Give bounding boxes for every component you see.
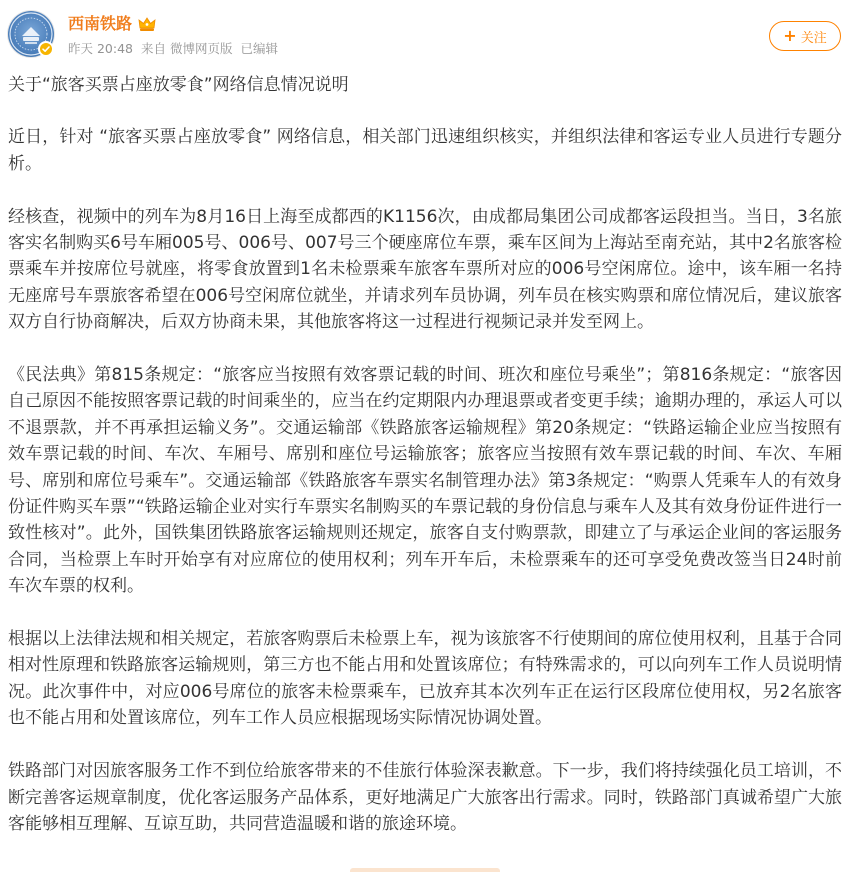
author-name[interactable]: 西南铁路 (68, 14, 133, 33)
member-crown-icon[interactable] (137, 15, 157, 33)
post-meta (68, 40, 282, 58)
plus-icon: + (783, 26, 797, 45)
paragraph-legal-basis: 《民法典》第815条规定：“旅客应当按照有效客票记载的时间、班次和座位号乘坐”；第816条规定：“旅客因自己原因不能按照客票记载的时间乘坐的，应当在约定期限内办理退票或者变更手续；逾期办理的，承运人可以不退票款，并不再承担运输义务”。交通运输部《铁路旅客运输规程》第20条规定：“铁路运输企业应当按照有效车票记载的时间、车次、车厢号、席别和座位号运输旅客；旅客应当按照有效车票记载的时间、车次、车厢号、席别和席位号乘车”。交通运输部《铁路旅客车票实名制管理办法》第3条规定：“购票人凭乘车人的有效身份证件购买车票”“铁路运输企业对实行车票实名制购买的车票记载的身份信息与乘车人及其有效身份证件进行一致性核对”。此外，国铁集团铁路旅客运输规则还规定，旅客自支付购票款，即建立了与承运企业间的客运服务合同，当检票上车时开始享有对应席位的使用权利；列车开车后，未检票乘车的还可享受免费改签当日24时前车次车票的权利。 (8, 365, 842, 597)
author-name-row (68, 13, 157, 35)
paragraph-verification: 经核查，视频中的列车为8月16日上海至成都西的K1156次，由成都局集团公司成都客运段担当。当日，3名旅客实名制购买6号车厢005号、006号、007号三个硬座席位车票，乘车区间为上海站至南充站，其中2名旅客检票乘车并按席位号就座，将零食放置到1名未检票乘车旅客车票所对应的006号空闲席位。途中，该车厢一名持无座席号车票旅客希望在006号空闲席位就坐，并请求列车员协调，列车员在核实购票和席位情况后，建议旅客双方自行协商解决，后双方协商未果，其他旅客将这一过程进行视频记录并发至网上。 (8, 206, 842, 333)
post-time[interactable]: 昨天 20:48 (68, 41, 133, 56)
paragraph-apology: 铁路部门对因旅客服务工作不到位给旅客带来的不佳旅行体验深表歉意。下一步，我们将持续强化员工培训，不断完善客运规章制度，优化客运服务产品体系，更好地满足广大旅客出行需求。同时，铁路部门真诚希望广大旅客能够相互理解、互谅互助，共同营造温暖和谐的旅途环境。 (8, 761, 842, 834)
follow-button[interactable] (769, 21, 841, 51)
bottom-indicator (350, 868, 500, 872)
follow-label: 关注 (800, 30, 827, 46)
paragraph-conclusion: 根据以上法律法规和相关规定，若旅客购票后未检票上车，视为该旅客不行使期间的席位使用权利，且基于合同相对性原理和铁路旅客运输规则，第三方也不能占用和处置该席位；有特殊需求的，可以向列车工作人员说明情况。此次事件中，对应006号席位的旅客未检票乘车，已放弃其本次列车正在运行区段席位使用权，另2名旅客也不能占用和处置该席位，列车工作人员应根据现场实际情况协调处置。 (8, 629, 842, 729)
paragraph-intro: 近日，针对 “旅客买票占座放零食” 网络信息，相关部门迅速组织核实，并组织法律和客运专业人员进行专题分析。 (8, 127, 842, 174)
post-source: 来自 微博网页版 (140, 41, 233, 56)
post-header (0, 0, 850, 66)
verified-badge-icon (38, 41, 54, 57)
post-content (8, 72, 842, 864)
post-edited[interactable]: 已编辑 (240, 41, 278, 56)
post-title: 关于“旅客买票占座放零食”网络信息情况说明 (8, 75, 349, 95)
